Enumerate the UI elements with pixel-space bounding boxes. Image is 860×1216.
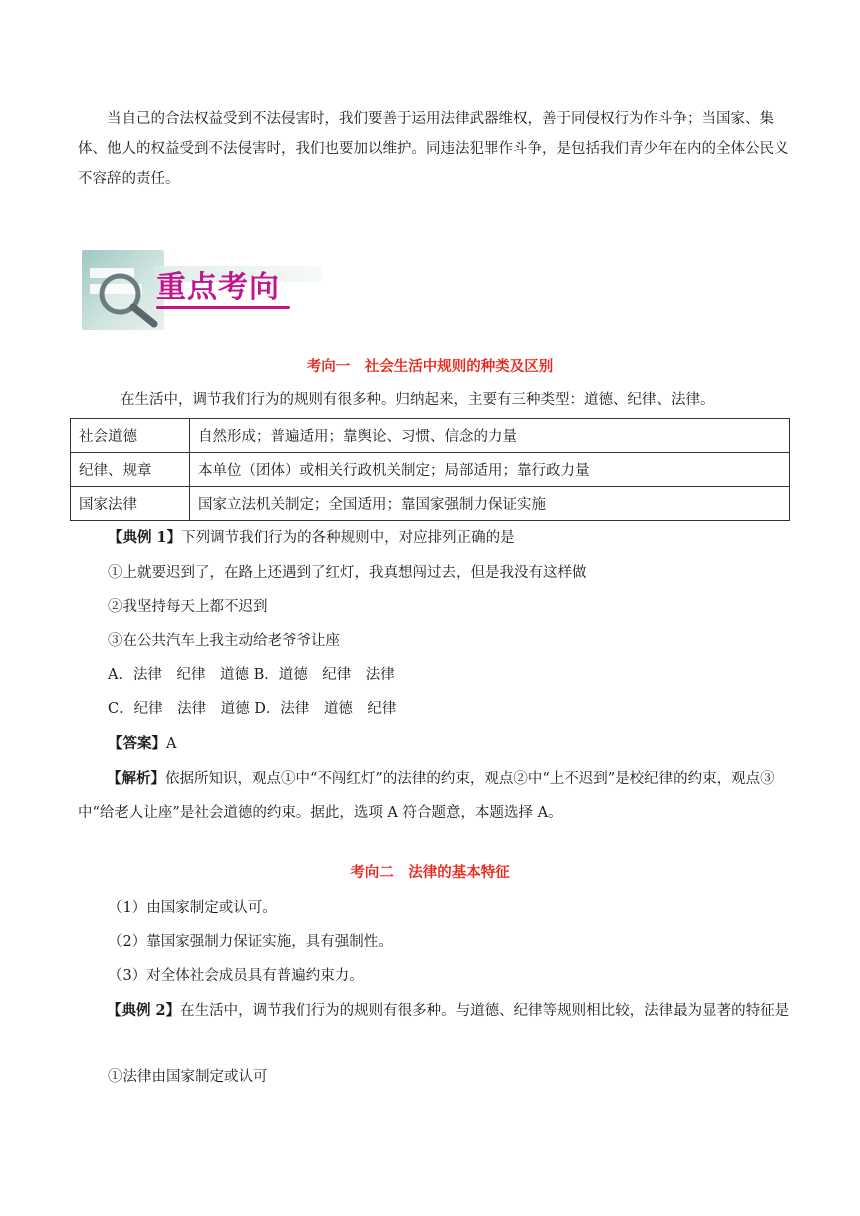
key-topics-banner bbox=[82, 246, 322, 332]
law-feature-1: （1）由国家制定或认可。 bbox=[108, 900, 277, 916]
table-row bbox=[71, 487, 790, 521]
table-row bbox=[71, 453, 790, 487]
section1-title: 考向一 社会生活中规则的种类及区别 bbox=[306, 358, 554, 375]
example1-options-ab: A．法律 纪律 道德 B．道德 纪律 法律 bbox=[108, 667, 395, 683]
example1-question: 【典例 1】下列调节我们行为的各种规则中，对应排列正确的是 bbox=[108, 529, 515, 546]
example1-answer: 【答案】A bbox=[108, 735, 177, 752]
section2-title: 考向二 法律的基本特征 bbox=[350, 864, 510, 881]
rule-desc: 自然形成；普遍适用；靠舆论、习惯、信念的力量 bbox=[190, 419, 790, 453]
section1-intro: 在生活中，调节我们行为的规则有很多种。归纳起来，主要有三种类型：道德、纪律、法律。 bbox=[120, 392, 715, 408]
magnifier-icon bbox=[82, 250, 164, 330]
example2-question: 【典例 2】在生活中，调节我们行为的规则有很多种。与道德、纪律等规则相比较，法律最为显著的特征是 bbox=[107, 1002, 790, 1019]
example1-label: 【典例 1】 bbox=[108, 529, 182, 546]
rule-desc: 国家立法机关制定；全国适用；靠国家强制力保证实施 bbox=[190, 487, 790, 521]
rule-desc: 本单位（团体）或相关行政机关制定；局部适用；靠行政力量 bbox=[190, 453, 790, 487]
example1-item-1: ①上就要迟到了，在路上还遇到了红灯，我真想闯过去，但是我没有这样做 bbox=[108, 565, 587, 581]
example1-analysis: 【解析】依据所知识，观点①中“不闯红灯”的法律的约束，观点②中“上不迟到”是校纪律的约束，观点③中“给老人让座”是社会道德的约束。据此，选项 A 符合题意，本题选择 A。 bbox=[78, 770, 775, 821]
rule-type: 国家法律 bbox=[71, 487, 190, 521]
law-feature-3: （3）对全体社会成员具有普遍约束力。 bbox=[108, 968, 364, 984]
rules-table bbox=[70, 418, 790, 521]
rule-type: 纪律、规章 bbox=[71, 453, 190, 487]
banner-title: 重点考向 bbox=[156, 270, 280, 305]
example1-item-3: ③在公共汽车上我主动给老爷爷让座 bbox=[108, 633, 340, 649]
law-feature-2: （2）靠国家强制力保证实施，具有强制性。 bbox=[108, 934, 393, 950]
intro-paragraph: 当自己的合法权益受到不法侵害时，我们要善于运用法律武器维权，善于同侵权行为作斗争；当国家、集体、他人的权益受到不法侵害时，我们也要加以维护。同违法犯罪作斗争，是包括我们青少年在内的全体公民义不容辞的责任。 bbox=[78, 111, 789, 187]
example2-item-1: ①法律由国家制定或认可 bbox=[108, 1069, 268, 1085]
example1-item-2: ②我坚持每天上都不迟到 bbox=[108, 599, 268, 615]
rule-type: 社会道德 bbox=[71, 419, 190, 453]
table-row bbox=[71, 419, 790, 453]
example1-options-cd: C．纪律 法律 道德 D．法律 道德 纪律 bbox=[108, 701, 397, 717]
